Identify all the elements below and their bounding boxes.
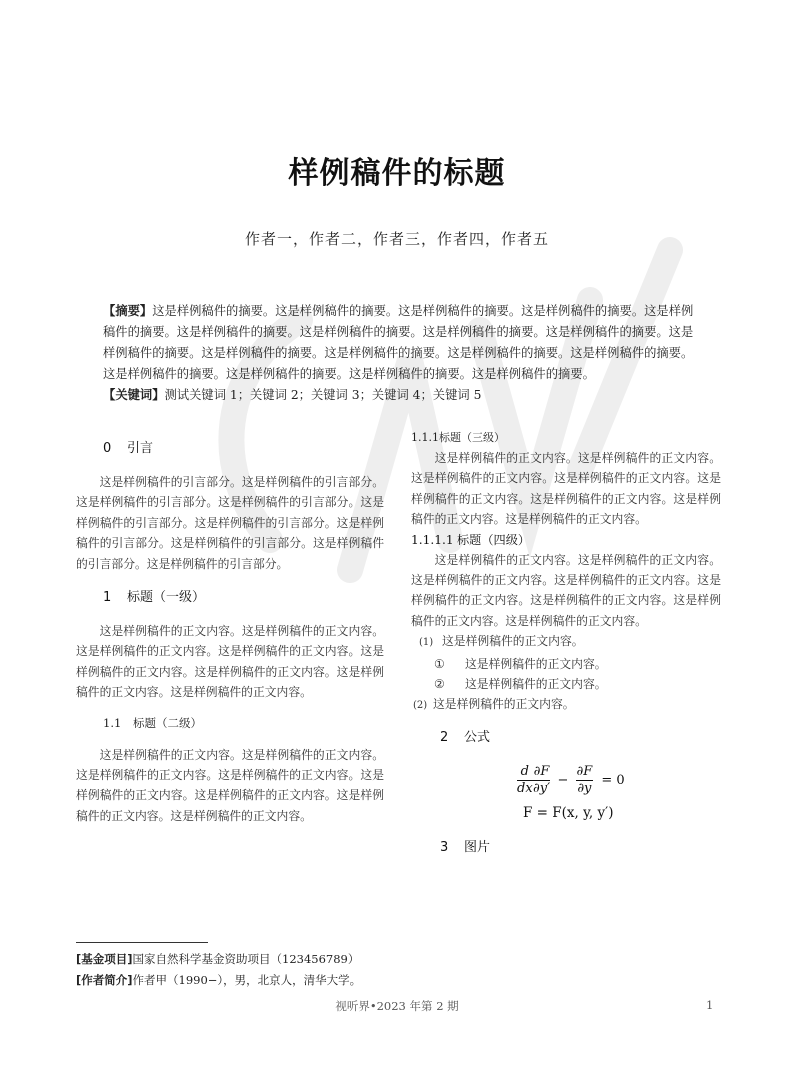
abstract-block [103,301,703,406]
denominator: ∂y [577,781,592,796]
footnote-label: [作者简介] [76,973,133,987]
section-heading-1 [103,587,384,609]
equals-zero: = 0 [601,773,625,788]
keywords-text: 测试关键词 1；关键词 2；关键词 3；关键词 4；关键词 5 [164,388,482,402]
abstract-label: 摘要 [115,304,140,318]
footnote-divider [76,942,208,943]
keywords-label: 关键词 [115,388,153,402]
section-number: 1.1 [103,715,122,730]
list-marker: (1) [419,637,434,649]
section-title: 公式 [464,729,491,745]
author-list: 作者一，作者二，作者三，作者四，作者五 [244,230,549,248]
section-1-paragraph: 这是样例稿件的正文内容。这是样例稿件的正文内容。这是样例稿件的正文内容。这是样例稿件的正文内容。这是样例稿件的正文内容。这是样例稿件的正文内容。这是样例稿件的正文内容。这是样例稿件的正文内容。 [76,624,384,700]
section-1-1-paragraph: 这是样例稿件的正文内容。这是样例稿件的正文内容。这是样例稿件的正文内容。这是样例稿件的正文内容。这是样例稿件的正文内容。这是样例稿件的正文内容。这是样例稿件的正文内容。这是样例稿件的正文内容。 [76,747,384,823]
section-heading-2 [440,727,721,749]
section-number: 2 [440,729,449,745]
list-item [411,694,721,716]
abstract-label-open: 【 [103,304,116,318]
list-item-text: 这是样例稿件的正文内容。 [442,634,584,649]
list-item [411,631,721,653]
journal-footer: 视听界•2023 年第 2 期 [335,999,459,1013]
list-item [411,674,721,694]
section-title: 标题（四级） [457,532,531,547]
abstract-text: 这是样例稿件的摘要。这是样例稿件的摘要。这是样例稿件的摘要。这是样例稿件的摘要。这是样例稿件的摘要。这是样例稿件的摘要。这是样例稿件的摘要。这是样例稿件的摘要。这是样例稿件的摘要。这是样例稿件的摘要。这是样例稿件的摘要。这是样例稿件的摘要。这是样例稿件的摘要。这是样例稿件的摘要。这是样例稿件的摘要。这是样例稿件的摘要。这是样例稿件的摘要。这是样例稿件的摘要。 [103,304,694,381]
section-number: 1.1.1.1 [411,532,454,547]
fraction-dF-dyp [533,764,551,797]
page-title: 样例稿件的标题 [288,156,506,191]
list-item-text: 这是样例稿件的正文内容。 [465,677,607,692]
numerator: ∂F [533,764,550,779]
keywords-label-close: 】 [152,388,165,402]
keywords-label-open: 【 [103,388,116,402]
section-1-1-1-paragraph: 这是样例稿件的正文内容。这是样例稿件的正文内容。这是样例稿件的正文内容。这是样例稿件的正文内容。这是样例稿件的正文内容。这是样例稿件的正文内容。这是样例稿件的正文内容。这是样例稿件的正文内容。 [411,451,721,527]
section-heading-3 [440,836,490,855]
list-marker: ① [434,656,445,671]
footnote-label: [基金项目] [76,952,133,966]
numerator: ∂F [576,764,593,779]
list-item [411,654,721,674]
section-number: 3 [440,840,449,855]
list-marker: (2) [413,700,428,712]
section-1-1-1-1-paragraph: 这是样例稿件的正文内容。这是样例稿件的正文内容。这是样例稿件的正文内容。这是样例稿件的正文内容。这是样例稿件的正文内容。这是样例稿件的正文内容。这是样例稿件的正文内容。这是样例稿件的正文内容。 [411,552,721,628]
numerator: d [517,764,533,781]
footnote-text: 作者甲（1990−），男，北京人，清华大学。 [132,973,362,987]
footnote-author-bio [76,972,361,988]
left-column [76,438,384,826]
right-column [411,428,721,749]
section-heading-intro [103,438,384,460]
abstract-paragraph [103,301,703,385]
minus-sign: − [557,773,569,788]
denominator: dx [517,781,533,796]
fraction-d-dx [517,764,533,797]
section-number: 1 [103,590,112,606]
footnote-funding [76,951,359,967]
list-marker: ② [434,677,445,692]
denominator: ∂y′ [533,781,551,796]
section-title: 引言 [127,441,154,456]
list-item-text: 这是样例稿件的正文内容。 [465,656,607,671]
section-title: 标题（一级） [127,590,206,606]
section-heading-1-1-1-1 [411,530,721,550]
page-number: 1 [706,998,714,1012]
abstract-label-close: 】 [139,304,153,318]
keywords-paragraph [103,385,703,406]
section-title: 图片 [464,840,491,855]
footnote-text: 国家自然科学基金资助项目（123456789） [132,952,360,966]
fraction-dF-dy [576,764,594,797]
section-title: 标题（三级） [439,431,505,444]
list-item-text: 这是样例稿件的正文内容。 [433,697,575,712]
section-heading-1-1 [103,713,384,733]
intro-paragraph: 这是样例稿件的引言部分。这是样例稿件的引言部分。这是样例稿件的引言部分。这是样例稿件的引言部分。这是样例稿件的引言部分。这是样例稿件的引言部分。这是样例稿件的引言部分。这是样例稿件的引言部分。这是样例稿件的引言部分。这是样例稿件的引言部分。 [76,475,384,571]
section-number: 0 [103,441,112,456]
equation-function-definition: F = F(x, y, y′) [523,805,614,821]
section-title: 标题（二级） [133,715,202,730]
section-number: 1.1.1 [411,431,439,444]
section-heading-1-1-1 [411,428,721,448]
equation-euler-lagrange [517,764,625,797]
